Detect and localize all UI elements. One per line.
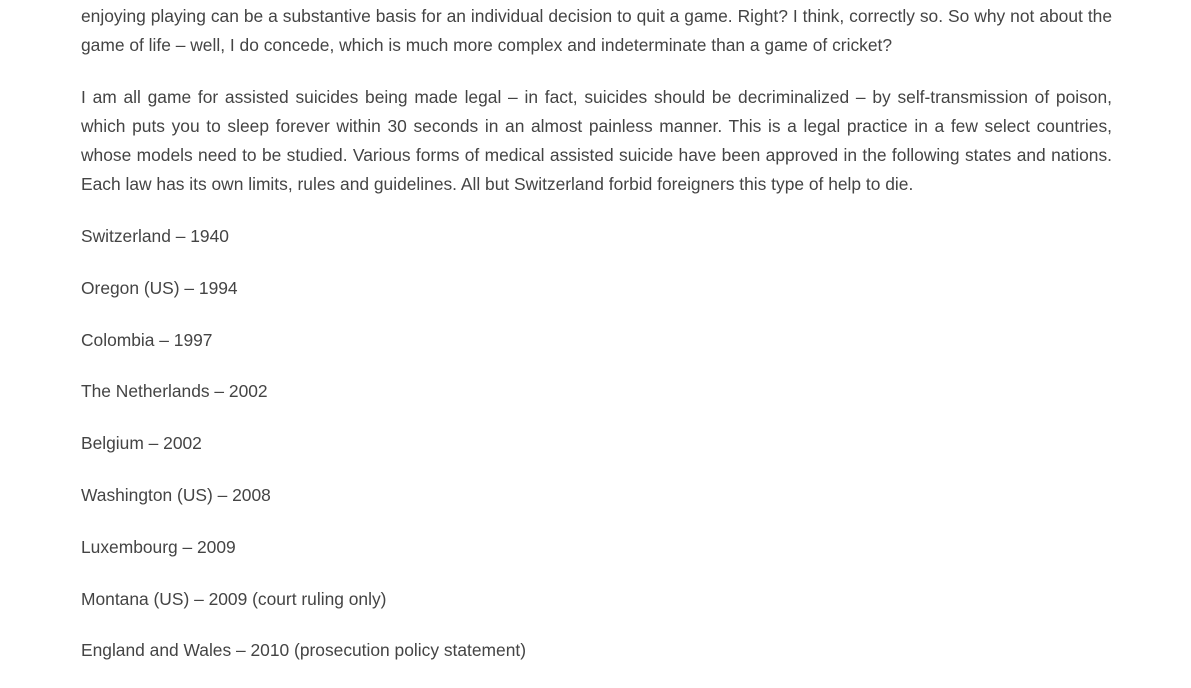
jurisdiction-list: [81, 222, 1112, 688]
list-item: Oregon (US) – 1994: [81, 277, 238, 298]
list-item: Switzerland – 1940: [81, 226, 229, 246]
list-item: Luxembourg – 2009: [81, 536, 236, 557]
paragraph-assisted-suicide: I am all game for assisted suicides being made legal – in fact, suicides should be decriminalized – by self-transmission of poison, which puts you to sleep forever within 30 seconds in an almost painless manner. This is a legal practice in a few select countries, whose models need to be studied. Various forms of medical assisted suicide have been approved in the following states and nations. Each law has its own limits, rules and guidelines. All but Switzerland forbid foreigners this type of help to die.: [81, 87, 1112, 194]
list-item: Belgium – 2002: [81, 433, 202, 454]
list-item: Colombia – 1997: [81, 329, 213, 350]
list-item: Washington (US) – 2008: [81, 484, 271, 505]
paragraph-intro: enjoying playing can be a substantive basis for an individual decision to quit a game. Right? I think, correctly so. So why not about the game of life – well, I do concede, which is much more complex and indeterminate than a game of cricket?: [81, 6, 1112, 55]
list-item: The Netherlands – 2002: [81, 381, 268, 402]
list-item: England and Wales – 2010 (prosecution policy statement): [81, 640, 527, 661]
list-item: Montana (US) – 2009 (court ruling only): [81, 588, 387, 609]
